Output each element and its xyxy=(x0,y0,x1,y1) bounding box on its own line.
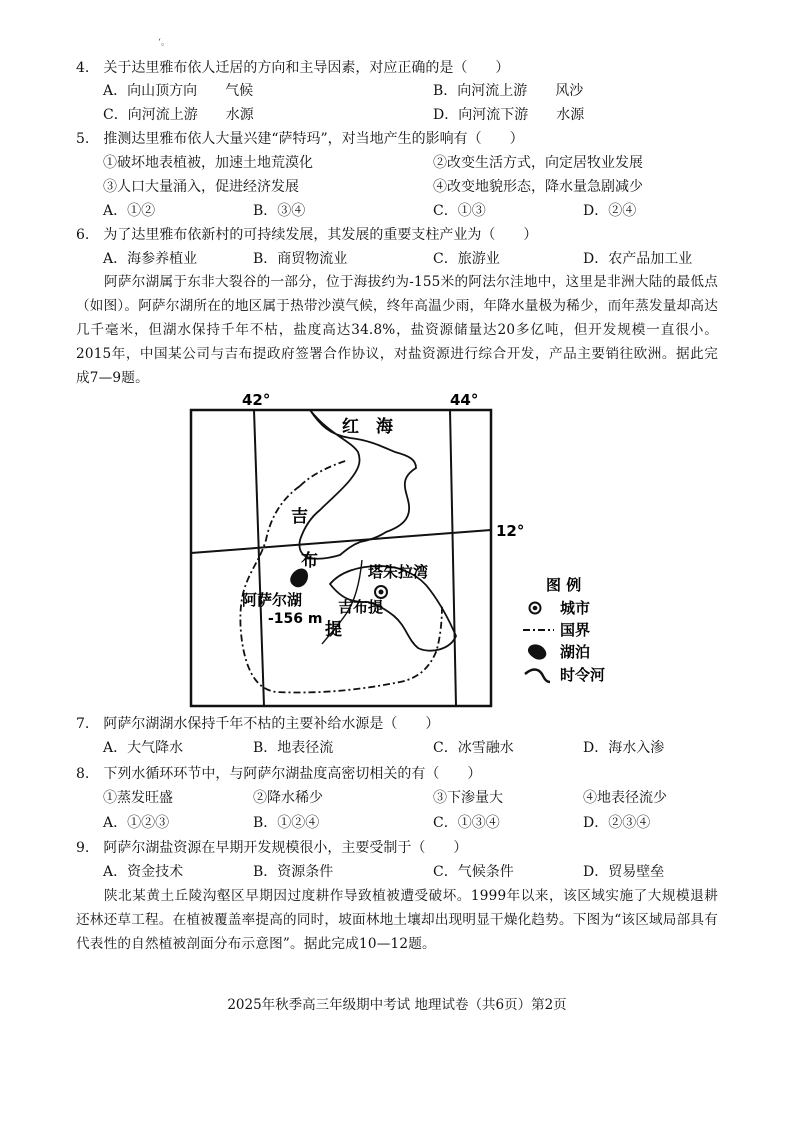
meridian-42 xyxy=(254,410,264,706)
label-country-3: 提 xyxy=(325,620,342,640)
question-4-stem: 4. 关于达里雅布依人迁居的方向和主导因素，对应正确的是（ ） xyxy=(76,60,510,76)
q7-option-d: D．海水入渗 xyxy=(583,740,665,756)
q4-option-d: D．向河流下游 水源 xyxy=(433,107,585,123)
q6-option-d: D．农产品加工业 xyxy=(583,251,693,267)
q8-statement-4: ④地表径流少 xyxy=(583,790,667,806)
q5-statement-4: ④改变地貌形态，降水量急剧减少 xyxy=(433,179,643,195)
asal-lake-map xyxy=(180,390,640,712)
q5-statement-2: ②改变生活方式，向定居牧业发展 xyxy=(433,155,643,171)
legend-lake-icon xyxy=(528,644,546,659)
map-frame xyxy=(191,410,491,706)
q9-option-a: A．资金技术 xyxy=(103,864,184,880)
question-5-stem: 5. 推测达里雅布依人大量兴建“萨特玛”，对当地产生的影响有（ ） xyxy=(76,131,524,147)
legend-city-label: 城市 xyxy=(560,599,591,617)
q5-option-c: C．①③ xyxy=(433,203,486,219)
passage-loess-plateau: 陕北某黄土丘陵沟壑区早期因过度耕作导致植被遭受破坏。1999年以来，该区域实施了大规模退耕还林还草工程。在植被覆盖率提高的同时，坡面林地土壤却出现明显干燥化趋势。下图为“该区域局部具有代表性的自然植被剖面分布示意图”。据此完成10—12题。 xyxy=(76,888,718,952)
legend-lake-label: 湖泊 xyxy=(560,643,591,661)
question-6-stem: 6. 为了达里雅布依新村的可持续发展，其发展的重要支柱产业为（ ） xyxy=(76,227,538,243)
label-lon-42: 42° xyxy=(242,391,271,409)
legend-river-icon xyxy=(525,670,550,683)
page-footer: 2025年秋季高三年级期中考试 地理试卷（共6页）第2页 xyxy=(227,997,567,1013)
q8-statement-2: ②降水稀少 xyxy=(253,790,323,806)
q9-option-c: C．气候条件 xyxy=(433,864,514,880)
national-border xyxy=(240,486,442,693)
q4-option-a: A．向山顶方向 气候 xyxy=(103,83,254,99)
label-asal-lake: 阿萨尔湖 xyxy=(242,591,303,609)
question-9-stem: 9. 阿萨尔湖盐资源在早期开发规模很小，主要受制于（ ） xyxy=(76,840,468,856)
q5-option-d: D．②④ xyxy=(583,203,637,219)
q9-option-b: B．资源条件 xyxy=(253,864,334,880)
q9-option-d: D．贸易壁垒 xyxy=(583,864,665,880)
q6-option-b: B．商贸物流业 xyxy=(253,251,348,267)
label-country-2: 布 xyxy=(301,551,318,571)
q8-statement-1: ①蒸发旺盛 xyxy=(103,790,173,806)
question-8-stem: 8. 下列水循环环节中，与阿萨尔湖盐度高密切相关的有（ ） xyxy=(76,766,482,782)
q5-option-a: A．①② xyxy=(103,203,156,219)
q5-statement-3: ③人口大量涌入，促进经济发展 xyxy=(103,179,299,195)
q8-statement-3: ③下渗量大 xyxy=(433,790,503,806)
passage-asal-lake: 阿萨尔湖属于东非大裂谷的一部分，位于海拔约为-155米的阿法尔洼地中，这里是非洲大陆的最低点（如图）。阿萨尔湖所在的地区属于热带沙漠气候，终年高温少雨，年降水量极为稀少，而年蒸发量却高达几千毫米，但湖水保持千年不枯，盐度高达34.8%，盐资源储量达20多亿吨，但开发规模一直很小。2015年，中国某公司与吉布提政府签署合作协议，对盐资源进行综合开发，产品主要销往欧洲。据此完成7—9题。 xyxy=(76,274,718,386)
q7-option-c: C．冰雪融水 xyxy=(433,740,514,756)
label-red-sea-1: 红 xyxy=(342,417,359,437)
legend-title: 图 例 xyxy=(546,576,582,594)
q8-option-a: A．①②③ xyxy=(103,815,170,831)
q6-option-a: A．海参养植业 xyxy=(103,251,198,267)
label-elevation: -156 m xyxy=(268,611,323,627)
meridian-44 xyxy=(450,410,456,706)
national-border-north xyxy=(300,460,348,486)
label-country-1: 吉 xyxy=(291,507,308,527)
parallel-12 xyxy=(191,530,491,553)
q7-option-a: A．大气降水 xyxy=(103,740,184,756)
scan-mark: ʻ。 xyxy=(158,38,170,48)
label-lat-12: 12° xyxy=(496,522,525,540)
label-lon-44: 44° xyxy=(450,391,479,409)
label-djibouti-city: 吉布提 xyxy=(338,598,384,616)
question-7-stem: 7. 阿萨尔湖湖水保持千年不枯的主要补给水源是（ ） xyxy=(76,716,440,732)
asal-lake-shape xyxy=(290,569,308,588)
q8-option-c: C．①③④ xyxy=(433,815,500,831)
label-tadjoura-bay: 塔朱拉湾 xyxy=(368,563,429,581)
q7-option-b: B．地表径流 xyxy=(253,740,334,756)
q4-option-b: B．向河流上游 风沙 xyxy=(433,83,584,99)
q8-option-d: D．②③④ xyxy=(583,815,651,831)
legend-river-label: 时令河 xyxy=(560,666,606,684)
q6-option-c: C．旅游业 xyxy=(433,251,500,267)
legend-border-label: 国界 xyxy=(560,621,591,639)
q8-option-b: B．①②④ xyxy=(253,815,320,831)
q5-option-b: B．③④ xyxy=(253,203,306,219)
q4-option-c: C．向河流上游 水源 xyxy=(103,107,254,123)
label-red-sea-2: 海 xyxy=(376,417,393,437)
q5-statement-1: ①破坏地表植被，加速土地荒漠化 xyxy=(103,155,313,171)
